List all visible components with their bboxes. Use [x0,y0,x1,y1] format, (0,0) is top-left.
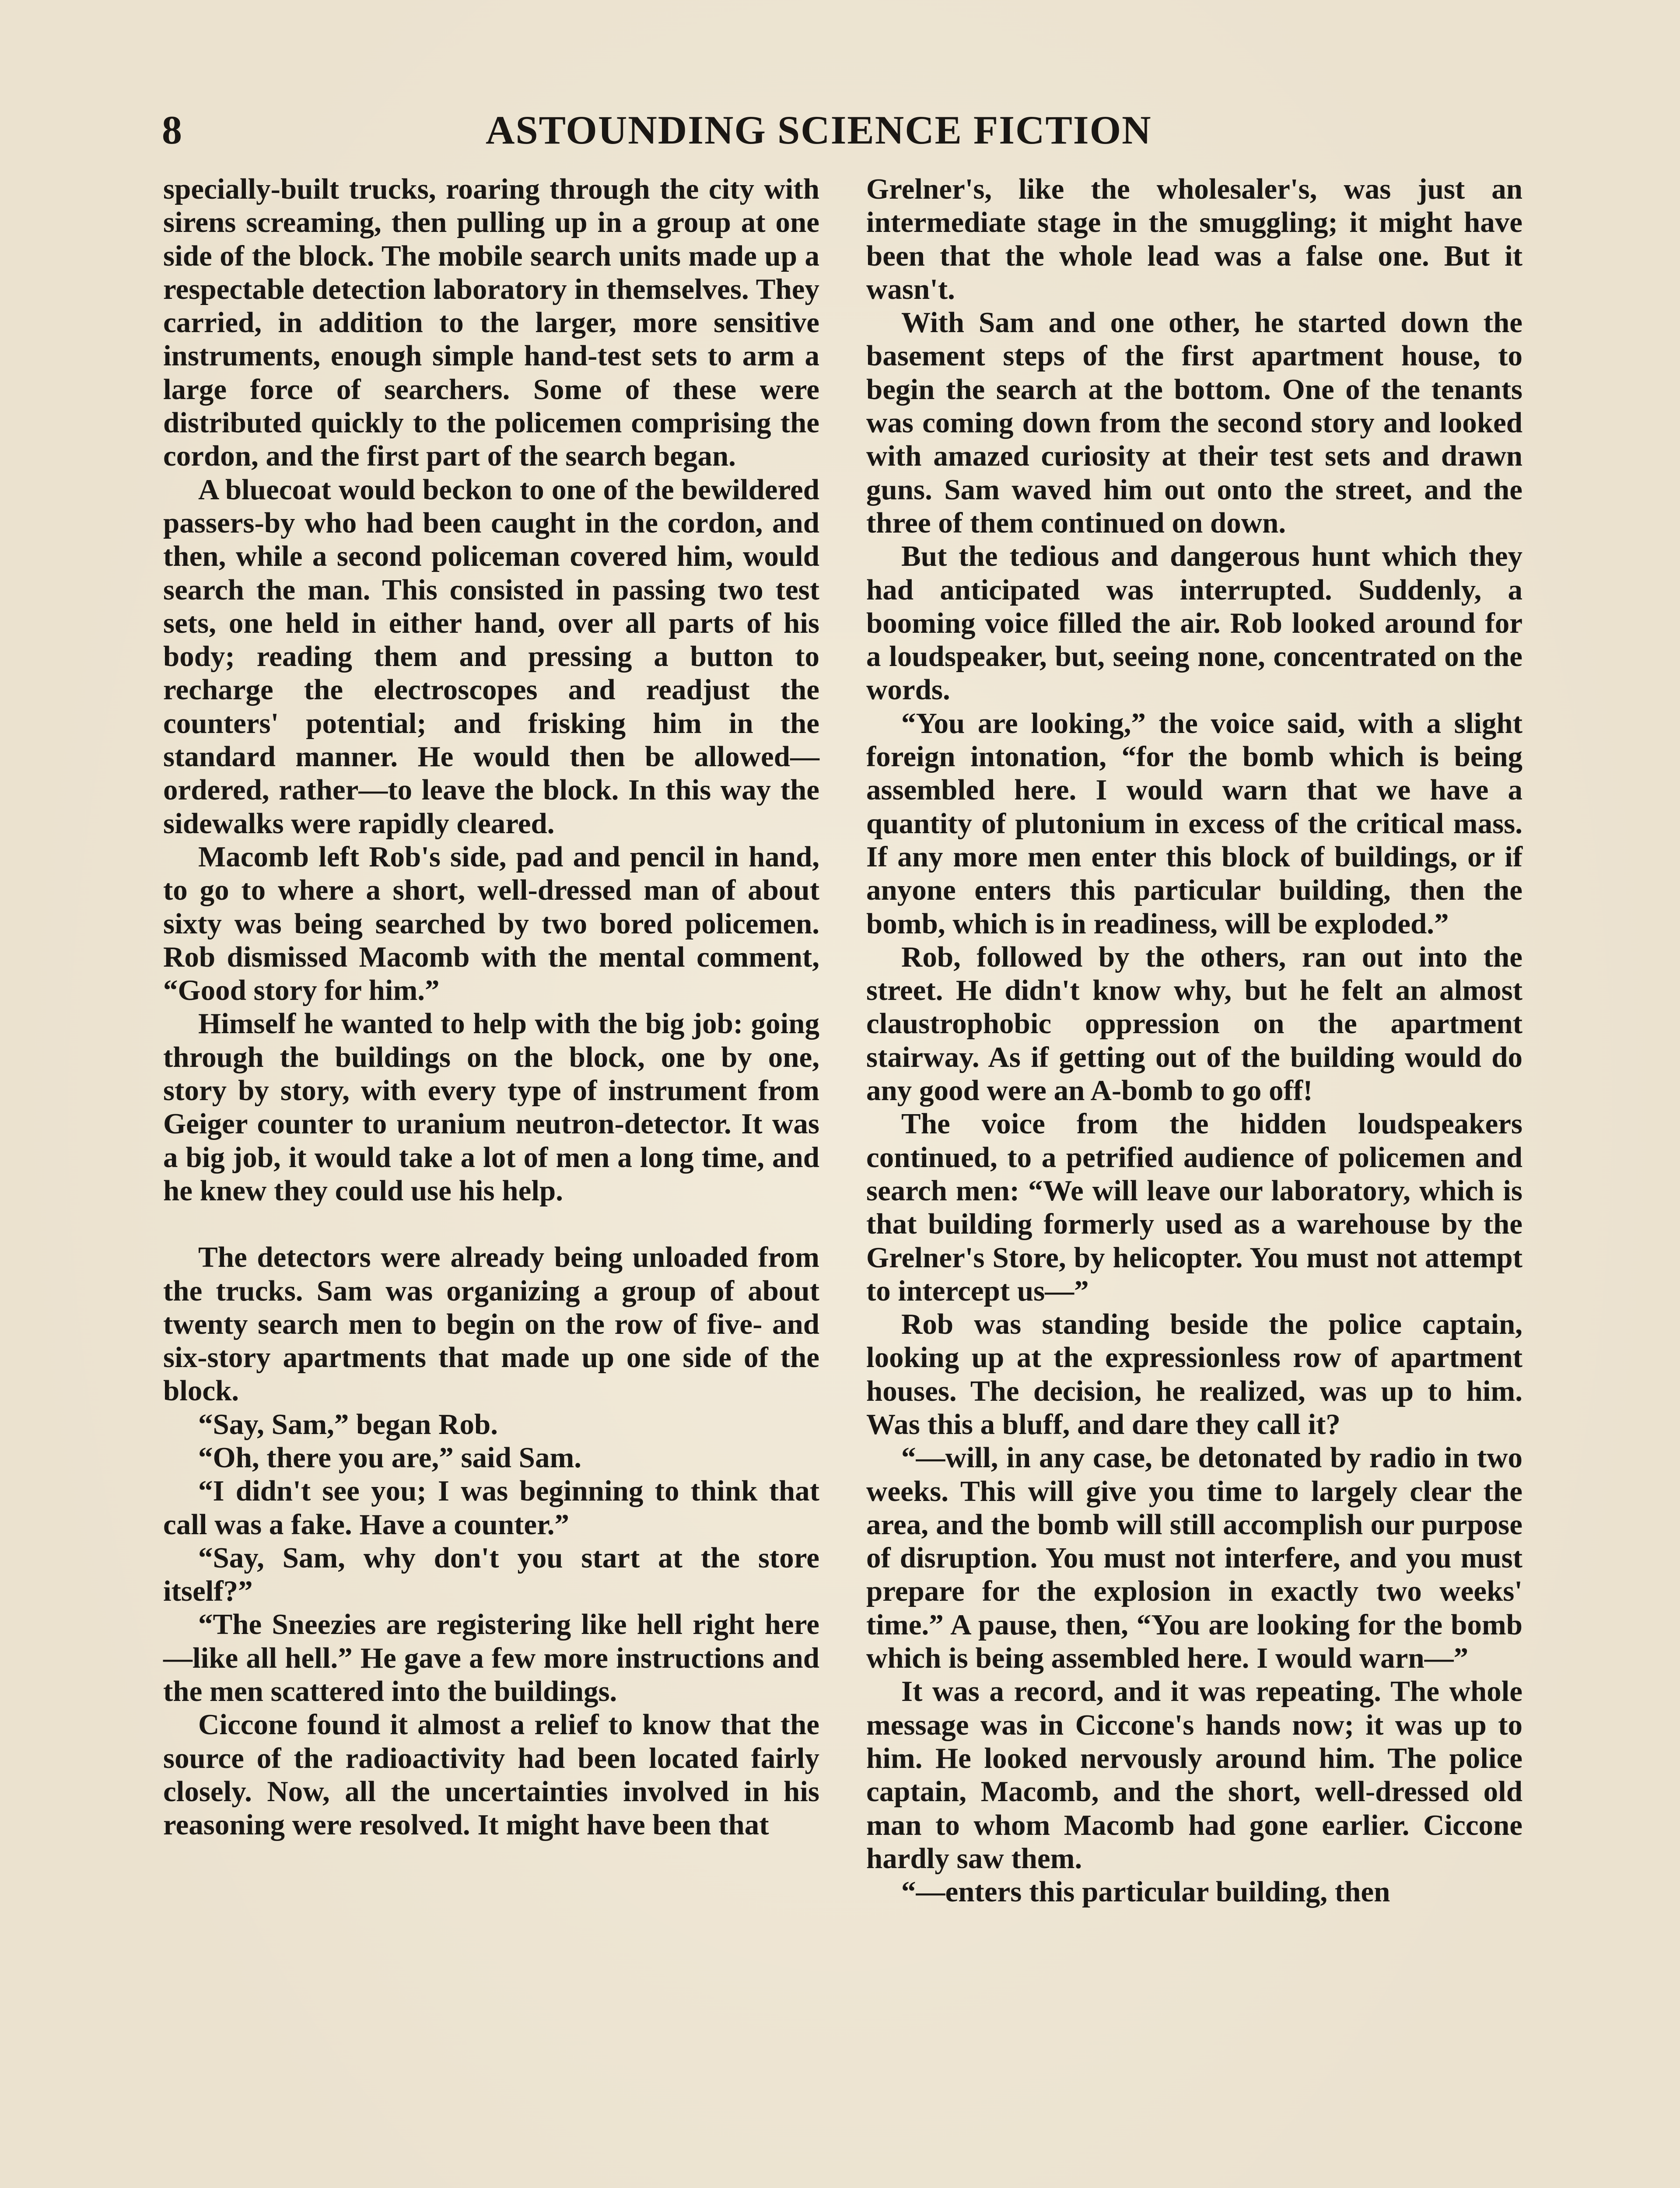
paragraph: “—enters this particular building, then [901,1876,1390,1908]
right-column [866,172,1522,1908]
paragraph: A bluecoat would beckon to one of the bewildered passers-by who had been caught in the cordon, and then, while a second policeman covered him, would search the man. This consisted in passing two test sets, one held in either hand, over all parts of his body; reading them and pressing a button to recharge the electroscopes and readjust the counters' potential; and frisking him in the standard manner. He would then be allowed—ordered, rather—to leave the block. In this way the sidewalks were rapidly cleared. [163,473,819,840]
paragraph: specially-built trucks, roaring through the city with sirens screaming, then pulling up in a group at one side of the block. The mobile search units made up a respectable detection laboratory in themselves. They carried, in addition to the larger, more sensitive instruments, enough simple hand-test sets to arm a large force of searchers. Some of these were distributed quickly to the policemen comprising the cordon, and the first part of the search began. [163,173,819,473]
paragraph: “Oh, there you are,” said Sam. [198,1441,582,1474]
page-number: 8 [162,108,182,152]
paragraph: Himself he wanted to help with the big job: going through the buildings on the block, one by one, story by story, with every type of instrument from Geiger counter to uranium neutron-detector. It was a big job, it would take a lot of men a long time, and he knew they could use his help. [163,1007,819,1207]
paragraph: “I didn't see you; I was beginning to think that call was a fake. Have a counter.” [163,1475,819,1541]
paragraph: Rob, followed by the others, ran out into the street. He didn't know why, but he felt an almost claustrophobic oppression on the apartment stairway. As if getting out of the building would do any good were an A-bomb to go off! [866,940,1522,1107]
paragraph: “—will, in any case, be detonated by radio in two weeks. This will give you time to largely clear the area, and the bomb will still accomplish our purpose of disruption. You must not interfere, and you must prepare for the explosion in exactly two weeks' time.” A pause, then, “You are looking for the bomb which is being assembled here. I would warn—” [866,1441,1522,1675]
paragraph: With Sam and one other, he started down the basement steps of the first apartment house, to begin the search at the bottom. One of the tenants was coming down from the second story and looked with amazed curiosity at their test sets and drawn guns. Sam waved him out onto the street, and the three of them continued on down. [866,306,1522,539]
paragraph: The detectors were already being unloaded from the trucks. Sam was organizing a group of about twenty search men to begin on the row of five- and six-story apartments that made up one side of the block. [163,1241,819,1407]
paragraph: Ciccone found it almost a relief to know that the source of the radioactivity had been located fairly closely. Now, all the uncertainties involved in his reasoning were resolved. It might have been that [163,1708,819,1841]
paragraph: Rob was standing beside the police captain, looking up at the expressionless row of apartment houses. The decision, he realized, was up to him. Was this a bluff, and dare they call it? [866,1308,1522,1441]
paragraph: “Say, Sam,” began Rob. [198,1408,498,1441]
page-header [162,102,1518,158]
paragraph: Grelner's, like the wholesaler's, was just an intermediate stage in the smuggling; it might have been that the whole lead was a false one. But it wasn't. [866,173,1522,305]
paragraph: Macomb left Rob's side, pad and pencil in hand, to go to where a short, well-dressed man of about sixty was being searched by two bored policemen. Rob dismissed Macomb with the mental comment, “Good story for him.” [163,840,819,1007]
paragraph: It was a record, and it was repeating. The whole message was in Ciccone's hands now; it was up to him. He looked nervously around him. The police captain, Macomb, and the short, well-dressed old man to whom Macomb had gone earlier. Ciccone hardly saw them. [866,1675,1522,1875]
paragraph: But the tedious and dangerous hunt which they had anticipated was interrupted. Suddenly, a booming voice filled the air. Rob looked around for a loudspeaker, but, seeing none, concentrated on the words. [866,540,1522,706]
paragraph: “Say, Sam, why don't you start at the store itself?” [163,1541,819,1608]
paragraph: “The Sneezies are registering like hell right here—like all hell.” He gave a few more instructions and the men scattered into the buildings. [163,1608,819,1708]
running-head: ASTOUNDING SCIENCE FICTION [486,108,1152,152]
paragraph: The voice from the hidden loudspeakers continued, to a petrified audience of policemen and search men: “We will leave our laboratory, which is that building formerly used as a warehouse by the Grelner's Store, by helicopter. You must not attempt to intercept us—” [866,1108,1522,1307]
paragraph: “You are looking,” the voice said, with a slight foreign intonation, “for the bomb which is being assembled here. I would warn that we have a quantity of plutonium in excess of the critical mass. If any more men enter this block of buildings, or if anyone enters this particular building, then the bomb, which is in readiness, will be exploded.” [866,707,1522,940]
left-column [163,172,819,1842]
